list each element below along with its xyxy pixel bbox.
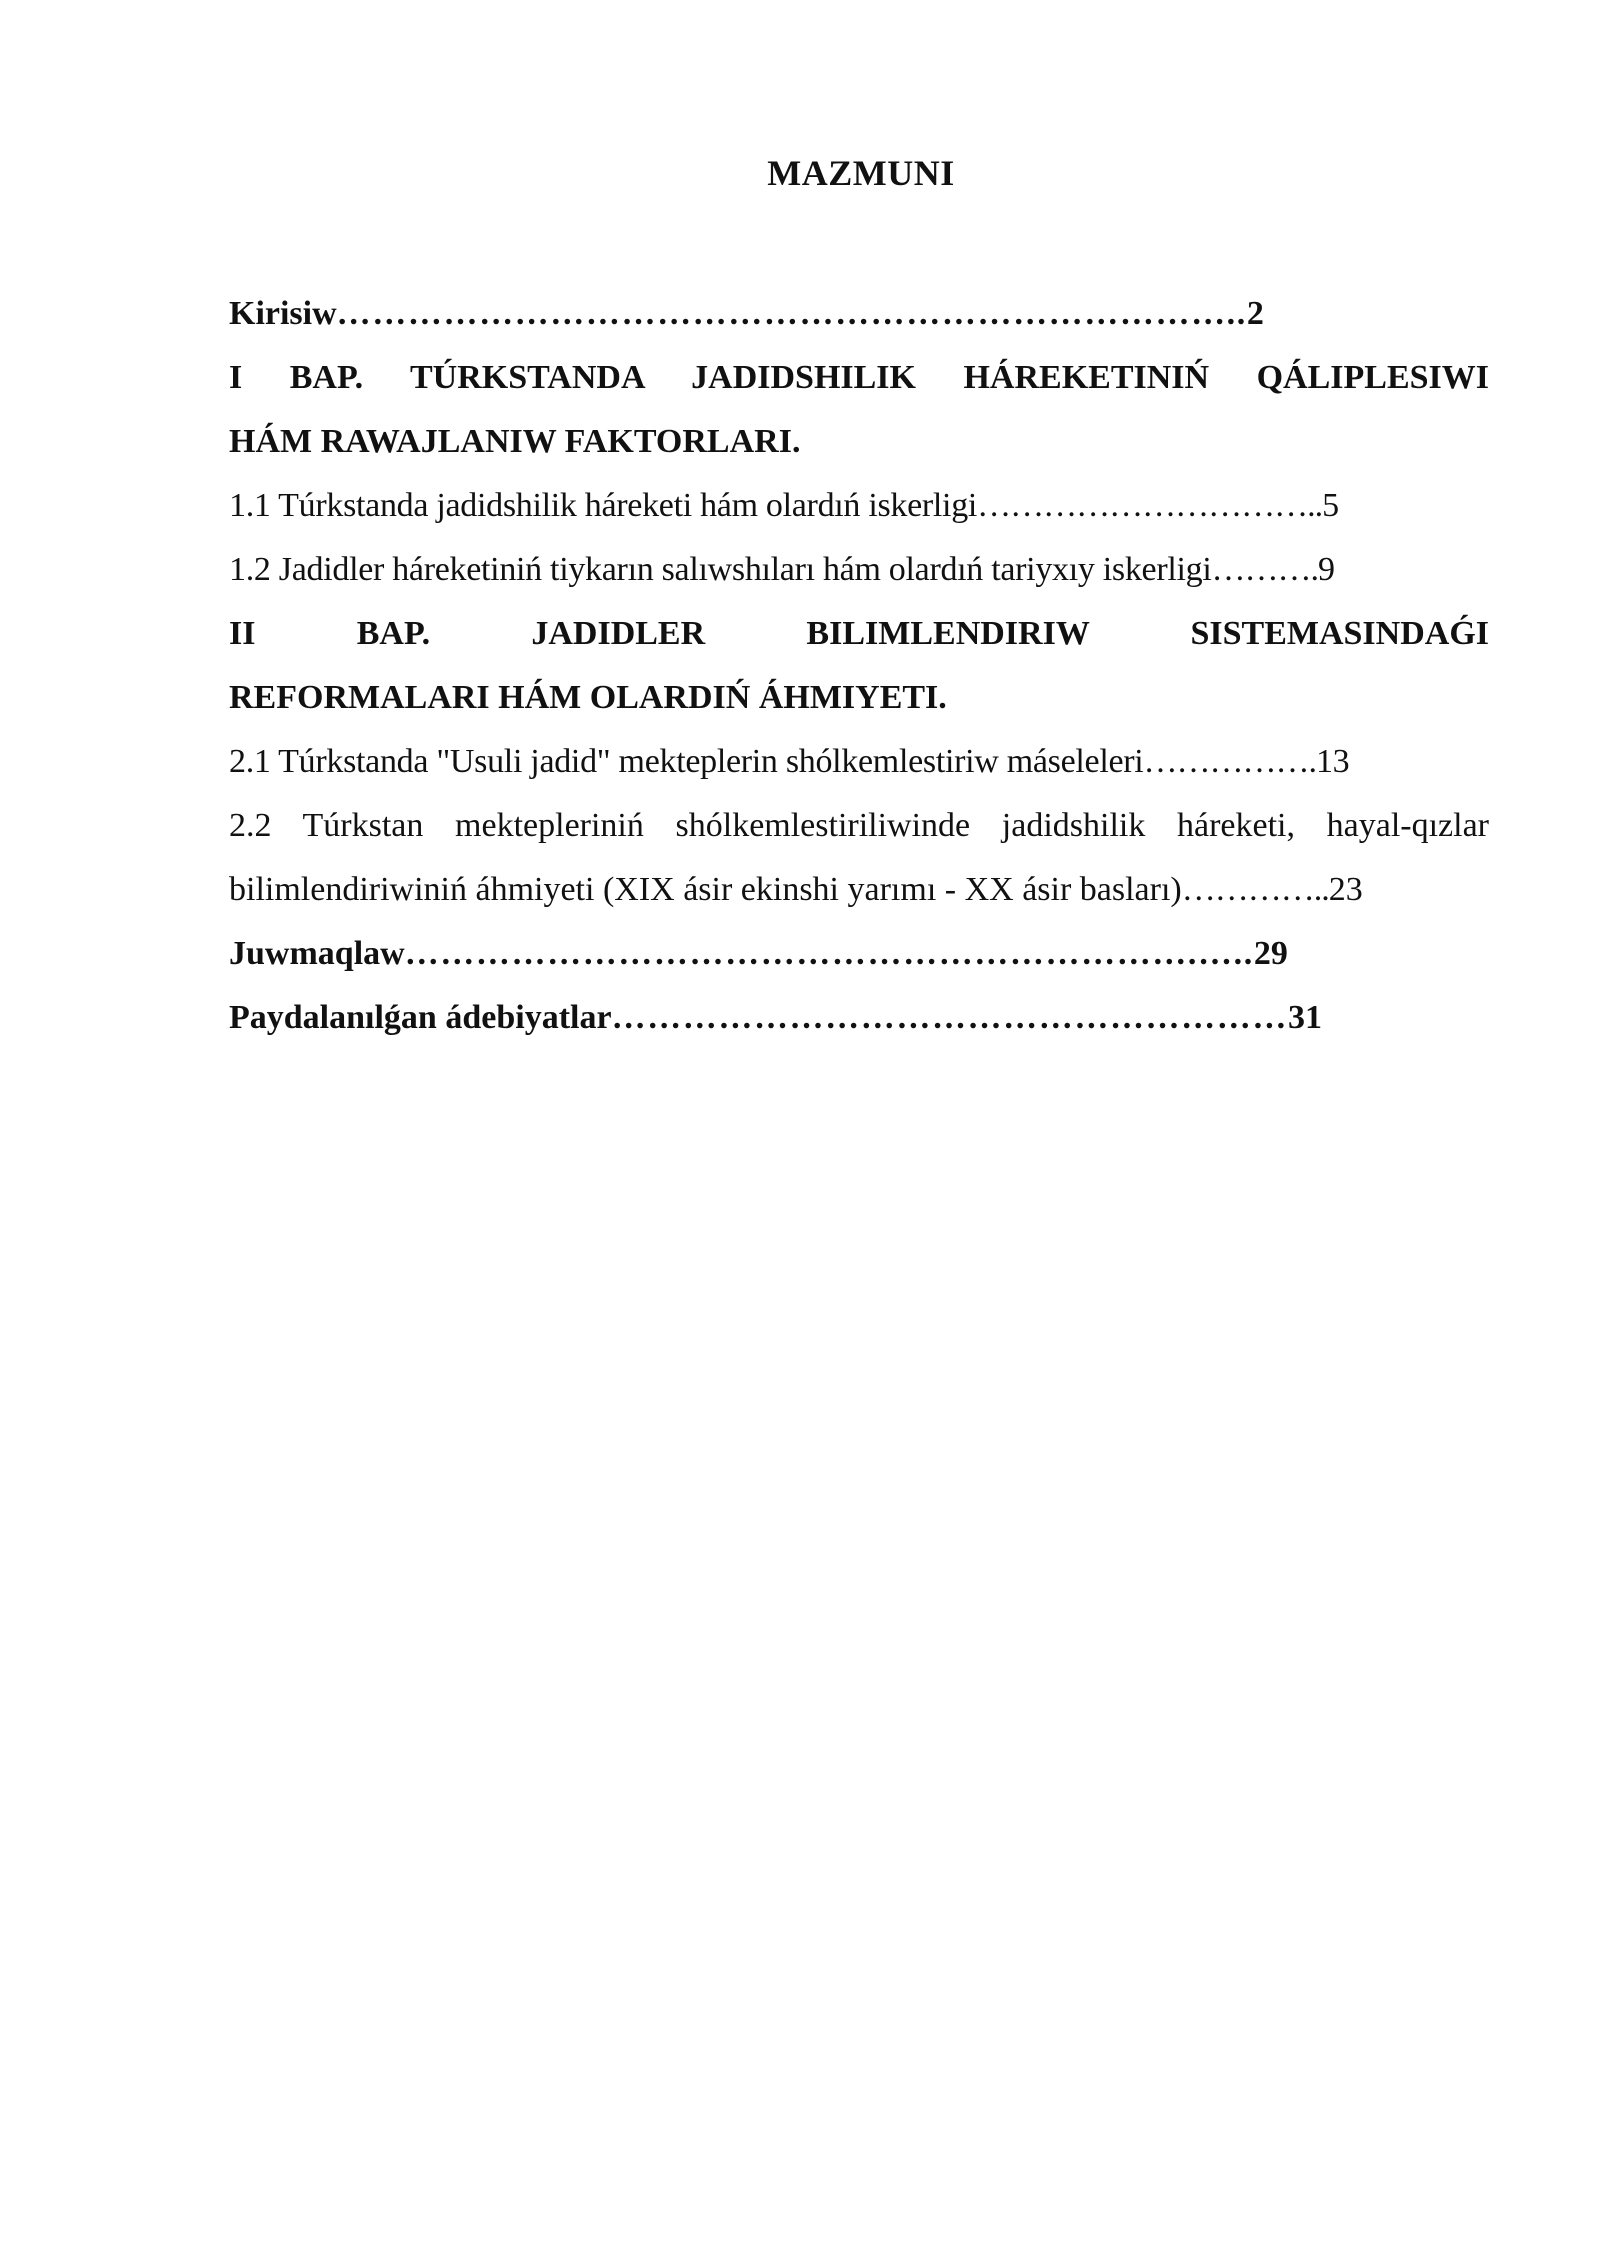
toc-entry-label: Paydalanılǵan ádebiyatlar	[229, 999, 612, 1036]
toc-entry-label: bilimlendiriwiniń áhmiyeti (XIX ásir ekinshi yarımı - XX ásir basları)	[229, 871, 1182, 908]
toc-entry-label: 2.2 Túrkstan mektepleriniń shólkemlestiriliwinde jadidshilik háreketi, hayal-qızlar	[229, 807, 1489, 844]
toc-entry-introduction[interactable]	[229, 282, 1489, 346]
toc-chapter-label: HÁM RAWAJLANIW FAKTORLARI.	[229, 423, 801, 460]
toc-chapter-label: REFORMALARI HÁM OLARDIŃ ÁHMIYETI.	[229, 679, 947, 716]
toc-page-number: 29	[1253, 935, 1288, 972]
toc-chapter-2-heading-line1[interactable]	[229, 602, 1489, 666]
toc-entry-references[interactable]	[229, 986, 1489, 1050]
toc-entry-label: Juwmaqlaw	[229, 935, 405, 972]
toc-entry-section-2-2-line1[interactable]	[229, 794, 1489, 858]
toc-entry-label: 2.1 Túrkstanda "Usuli jadid" mekteplerin shólkemlestiriw máseleleri	[229, 743, 1144, 780]
toc-entry-section-2-1[interactable]	[229, 730, 1489, 794]
toc-dot-leader: ………………………………………………………….…..	[404, 935, 1254, 972]
toc-entry-label: Kirisiw	[229, 295, 337, 332]
toc-chapter-label: II BAP. JADIDLER BILIMLENDIRIW SISTEMASINDAǴI	[229, 615, 1489, 652]
toc-entry-conclusion[interactable]	[229, 922, 1489, 986]
toc-dot-leader: …………………………..	[977, 487, 1323, 524]
table-of-contents	[229, 282, 1489, 1050]
toc-chapter-1-heading-line1[interactable]	[229, 346, 1489, 410]
toc-page-number: 9	[1318, 551, 1335, 588]
toc-entry-section-2-2-line2[interactable]	[229, 858, 1489, 922]
toc-chapter-1-heading-line2[interactable]	[229, 410, 1489, 474]
toc-chapter-2-heading-line2[interactable]	[229, 666, 1489, 730]
toc-dot-leader: …………..	[1181, 871, 1329, 908]
toc-page-number: 5	[1322, 487, 1339, 524]
toc-chapter-label: I BAP. TÚRKSTANDA JADIDSHILIK HÁREKETINIŃ QÁLIPLESIWI	[229, 359, 1489, 396]
toc-entry-section-1-2[interactable]	[229, 538, 1489, 602]
toc-entry-section-1-1[interactable]	[229, 474, 1489, 538]
toc-dot-leader: …………….	[1143, 743, 1316, 780]
toc-entry-label: 1.1 Túrkstanda jadidshilik háreketi hám olardıń iskerligi	[229, 487, 978, 524]
toc-dot-leader: …………………………………………………	[611, 999, 1288, 1036]
toc-entry-label: 1.2 Jadidler háreketiniń tiykarın salıwshıları hám olardıń tariyxıy iskerligi	[229, 551, 1212, 588]
page-title: MAZMUNI	[767, 153, 955, 193]
toc-page-number: 13	[1315, 743, 1350, 780]
toc-page-number: 23	[1328, 871, 1363, 908]
toc-dot-leader: ……….	[1211, 551, 1318, 588]
toc-page-number: 2	[1246, 295, 1264, 332]
toc-dot-leader: …………………………………………………………………..	[336, 295, 1247, 332]
toc-page-number: 31	[1287, 999, 1322, 1036]
